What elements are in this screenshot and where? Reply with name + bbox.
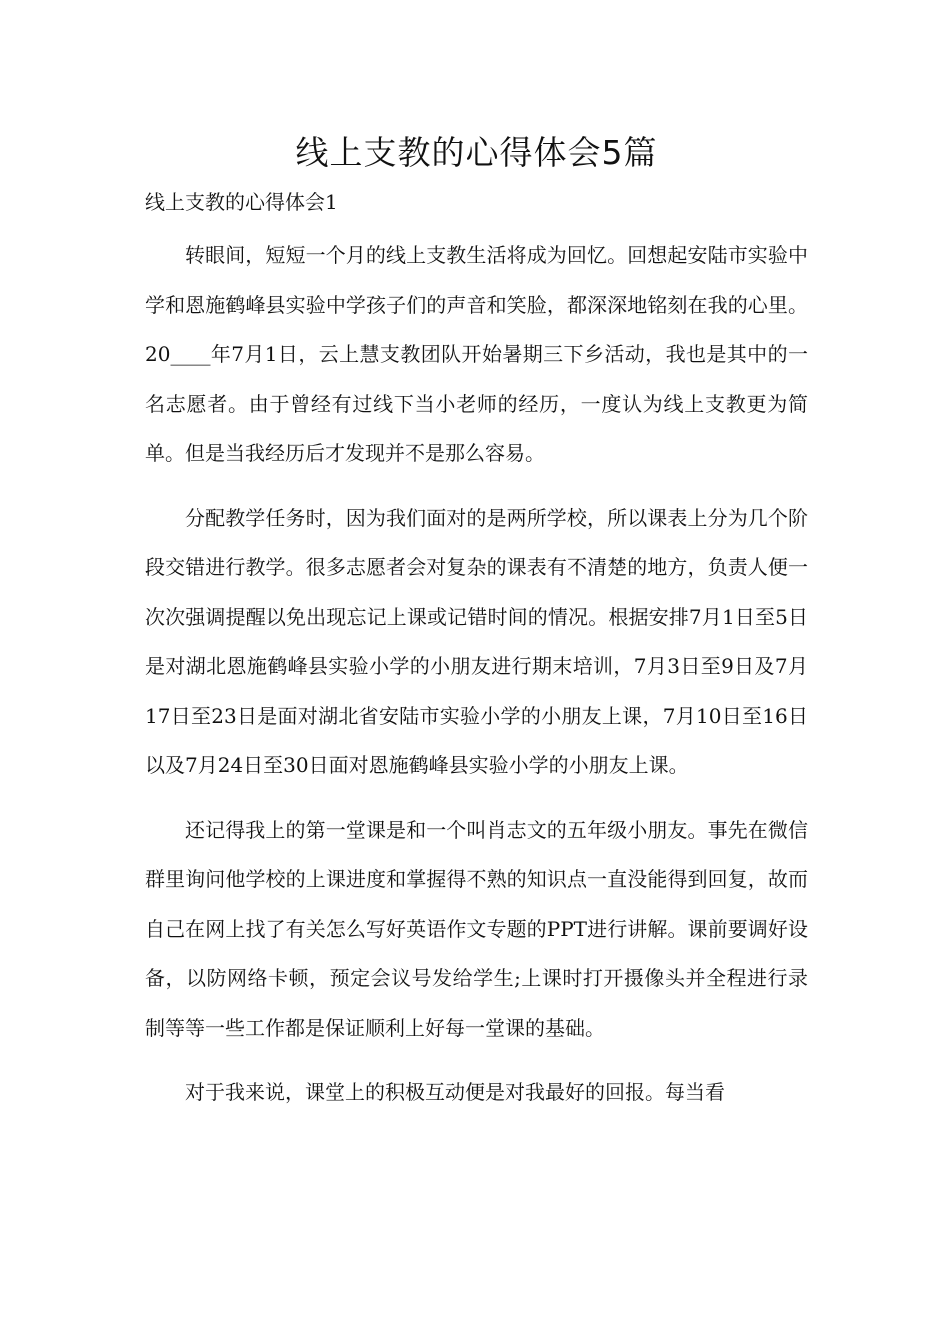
paragraph-3: 还记得我上的第一堂课是和一个叫肖志文的五年级小朋友。事先在微信群里询问他学校的上课进度和掌握得不熟的知识点一直没能得到回复，故而自己在网上找了有关怎么写好英语作文专题的PPT进行讲解。课前要调好设备，以防网络卡顿，预定会议号发给学生;上课时打开摄像头并全程进行录制等等一些工作都是保证顺利上好每一堂课的基础。 <box>145 817 808 1040</box>
paragraph-4: 对于我来说，课堂上的积极互动便是对我最好的回报。每当看 <box>185 1080 725 1104</box>
document-title: 线上支教的心得体会5篇 <box>295 133 658 172</box>
paragraph-1: 转眼间，短短一个月的线上支教生活将成为回忆。回想起安陆市实验中学和恩施鹤峰县实验中学孩子们的声音和笑脸，都深深地铭刻在我的心里。20____年7月1日，云上慧支教团队开始暑期三下乡活动，我也是其中的一名志愿者。由于曾经有过线下当小老师的经历，一度认为线上支教更为简单。但是当我经历后才发现并不是那么容易。 <box>145 243 808 465</box>
paragraph-2: 分配教学任务时，因为我们面对的是两所学校，所以课表上分为几个阶段交错进行教学。很多志愿者会对复杂的课表有不清楚的地方，负责人便一次次强调提醒以免出现忘记上课或记错时间的情况。根据安排7月1日至5日是对湖北恩施鹤峰县实验小学的小朋友进行期末培训，7月3日至9日及7月17日至23日是面对湖北省安陆市实验小学的小朋友上课，7月10日至16日以及7月24日至30日面对恩施鹤峰县实验小学的小朋友上课。 <box>145 505 808 777</box>
document-page <box>145 128 808 1118</box>
section-heading: 线上支教的心得体会1 <box>145 190 338 214</box>
